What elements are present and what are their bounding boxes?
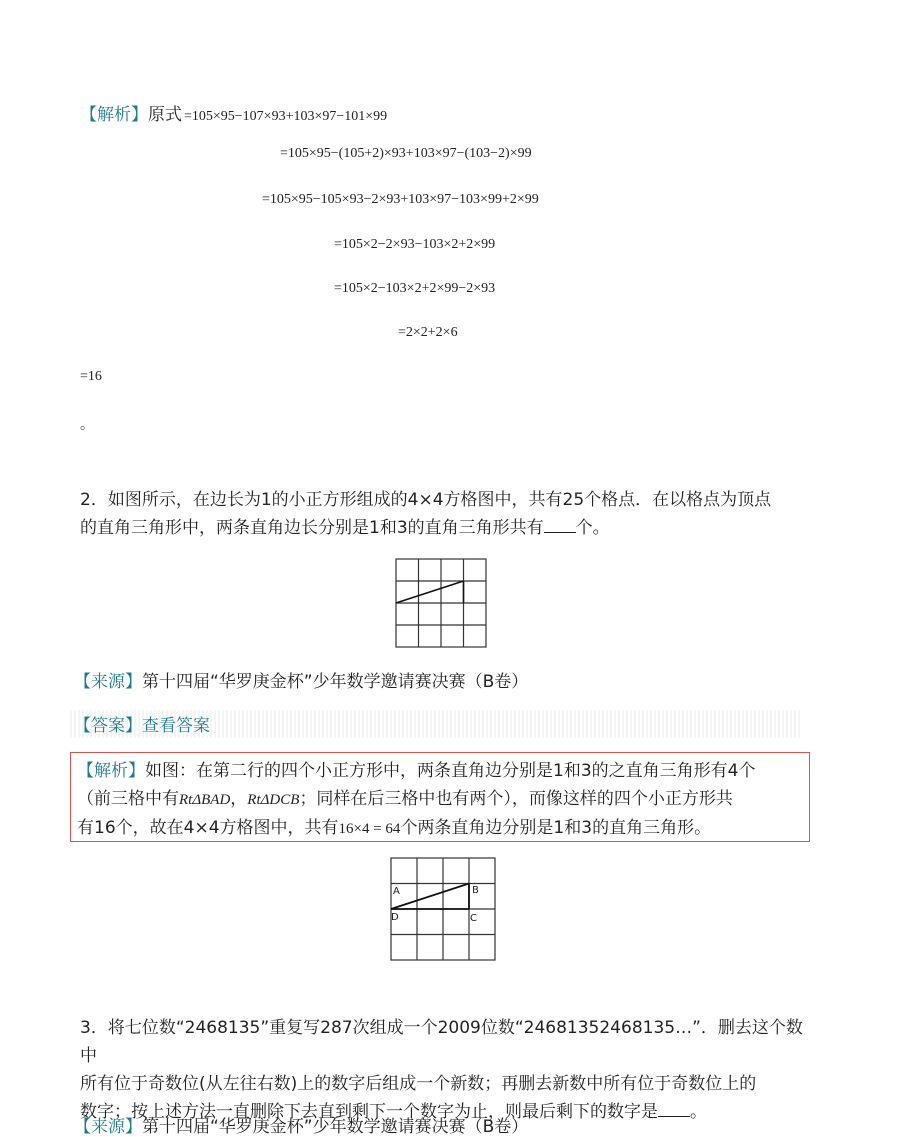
question-3-line-1: 3．将七位数“2468135”重复写287次组成一个2009位数“24681352468135…”．删去这个数中 <box>80 1018 803 1066</box>
question-3-text <box>80 1014 806 1126</box>
question-3-line-3-text: 数字；按上述方法一直删除下去直到剩下一个数字为止，则最后剩下的数字是 <box>80 1102 658 1122</box>
triangle-shapes <box>391 884 469 910</box>
source-text: 第十四届“华罗庚金杯”少年数学邀请赛决赛（B卷） <box>142 672 529 692</box>
analysis-line-2-text-b: ；同样在后三格中也有两个），而像这样的四个小正方形共 <box>299 789 733 809</box>
question-2-source <box>74 667 528 692</box>
analysis-box <box>70 752 810 842</box>
view-answer-link[interactable]: 查看答案 <box>142 716 210 736</box>
question-2-line-2-text: 的直角三角形中，两条直角边长分别是1和3的直角三角形共有 <box>80 518 544 538</box>
point-label-d: D <box>391 912 399 923</box>
question-3-line-3-end: 。 <box>690 1102 707 1122</box>
math-step-5: =2×2+2×6 <box>398 325 458 340</box>
question-2-line-1: 2．如图所示，在边长为1的小正方形组成的4×4方格图中，共有25个格点．在以格点为顶点 <box>80 490 772 510</box>
point-label-a: A <box>393 886 400 897</box>
math-step-1: =105×95−(105+2)×93+103×97−(103−2)×99 <box>280 146 532 161</box>
analysis-line-2 <box>77 785 805 814</box>
analysis-line-2-text-a: （前三格中有 <box>77 789 179 809</box>
math-rt-dcb: RtΔDCB <box>247 792 300 808</box>
analysis-line-3 <box>77 814 805 843</box>
question-2-answer <box>74 711 210 736</box>
math-product: 16×4 = 64 <box>338 821 401 837</box>
question-3-source <box>74 1112 528 1137</box>
math-step-4: =105×2−103×2+2×99−2×93 <box>334 281 496 296</box>
source-tag: 【来源】 <box>74 1117 142 1137</box>
triangle-shape <box>396 581 464 603</box>
analysis-line-3-text-b: 个两条直角边分别是1和3的直角三角形。 <box>400 818 712 838</box>
grid-figure-solution <box>388 856 496 962</box>
question-3-line-2: 所有位于奇数位(从左往右数)上的数字后组成一个新数；再删去新数中所有位于奇数位上的 <box>80 1074 757 1094</box>
solution-end-mark: 。 <box>80 418 94 433</box>
math-step-2: =105×95−105×93−2×93+103×97−103×99+2×99 <box>262 192 539 207</box>
math-step-3: =105×2−2×93−103×2+2×99 <box>334 237 496 252</box>
question-2-line-2-end: 个。 <box>575 518 610 538</box>
question-2-text <box>80 486 806 542</box>
source-text: 第十四届“华罗庚金杯”少年数学邀请赛决赛（B卷） <box>142 1117 529 1137</box>
math-step-0: =105×95−107×93+103×97−101×99 <box>184 109 388 124</box>
point-label-c: C <box>470 913 477 924</box>
analysis-separator: ， <box>230 789 248 809</box>
solution-lead: 原式 <box>148 105 182 125</box>
answer-blank <box>658 1102 690 1117</box>
analysis-line-3-text-a: 有16个，故在4×4方格图中，共有 <box>77 818 339 838</box>
solution-1-header <box>80 100 387 125</box>
grid-figure-question <box>394 557 488 649</box>
point-label-b: B <box>472 885 479 896</box>
math-step-6: =16 <box>80 369 102 384</box>
analysis-line-1 <box>77 757 805 785</box>
analysis-tag: 【解析】 <box>77 761 145 781</box>
question-2-line-2 <box>80 514 806 542</box>
analysis-tag: 【解析】 <box>80 105 148 125</box>
source-tag: 【来源】 <box>74 672 142 692</box>
answer-tag: 【答案】 <box>74 716 142 736</box>
math-rt-bad: RtΔBAD <box>179 792 231 808</box>
analysis-line-1-text: 如图：在第二行的四个小正方形中，两条直角边分别是1和3的之直角三角形有4个 <box>145 761 756 781</box>
answer-blank <box>544 518 576 533</box>
